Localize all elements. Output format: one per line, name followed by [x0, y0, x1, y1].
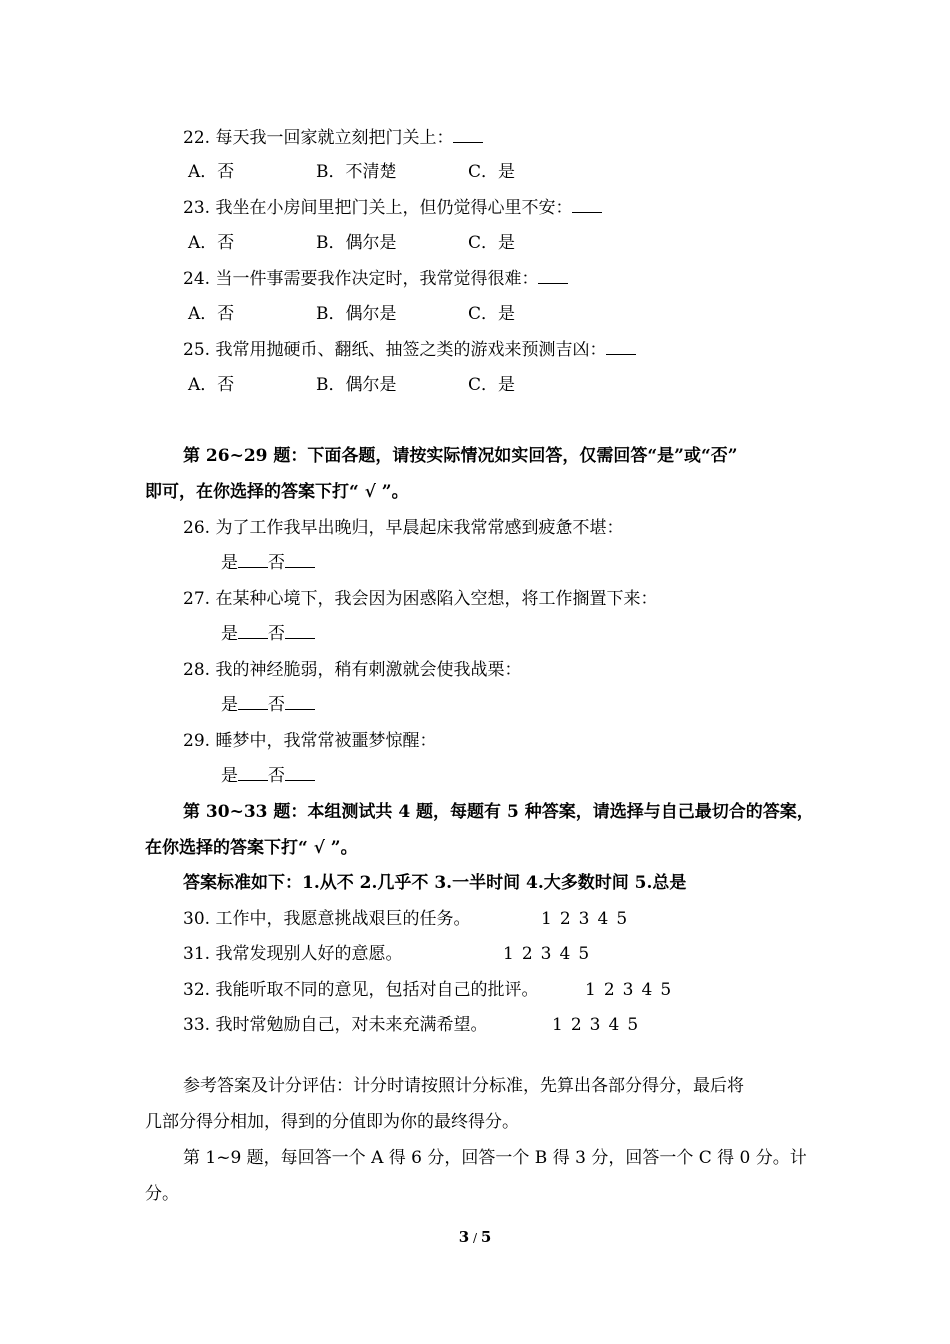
question-23 [183, 196, 602, 220]
scale-option[interactable]: 4 [608, 1015, 620, 1035]
question-number: 30. [183, 909, 211, 929]
no-blank[interactable] [285, 622, 315, 639]
scale-option[interactable]: 4 [559, 944, 571, 964]
yes-blank[interactable] [238, 764, 268, 781]
question-text: 我时常勉励自己，对未来充满希望。 [215, 1015, 488, 1035]
rating-scale [503, 942, 597, 966]
yes-label: 是 [221, 553, 238, 573]
answer-blank[interactable] [606, 338, 636, 355]
scale-option[interactable]: 2 [603, 980, 615, 1000]
scoring-paragraph-1: 参考答案及计分评估：计分时请按照计分标准，先算出各部分得分，最后将 [183, 1076, 744, 1096]
question-number: 28. [183, 660, 211, 680]
question-22 [183, 126, 483, 150]
scale-option[interactable]: 4 [641, 980, 653, 1000]
question-32 [183, 978, 538, 1002]
question-26 [183, 516, 623, 540]
question-text: 在某种心境下，我会因为困惑陷入空想，将工作搁置下来： [215, 589, 658, 609]
option-c[interactable]: C．是 [468, 162, 516, 182]
scale-option[interactable]: 3 [622, 980, 634, 1000]
scale-option[interactable]: 1 [503, 944, 514, 964]
yes-blank[interactable] [238, 693, 268, 710]
question-number: 27. [183, 589, 211, 609]
yes-label: 是 [221, 766, 238, 786]
scale-option[interactable]: 1 [552, 1015, 563, 1035]
no-blank[interactable] [285, 693, 315, 710]
section-heading-26-29-cont: 即可，在你选择的答案下打“ √ ”。 [145, 482, 409, 502]
no-label: 否 [268, 624, 285, 644]
answer-blank[interactable] [538, 267, 568, 284]
question-text: 我坐在小房间里把门关上，但仍觉得心里不安： [215, 198, 573, 218]
scale-option[interactable]: 3 [589, 1015, 601, 1035]
question-number: 29. [183, 731, 211, 751]
question-33 [183, 1013, 487, 1037]
scoring-paragraph-1-cont: 几部分得分相加，得到的分值即为你的最终得分。 [145, 1112, 519, 1132]
yes-label: 是 [221, 624, 238, 644]
question-number: 22. [183, 128, 211, 148]
question-text: 我常用抛硬币、翻纸、抽签之类的游戏来预测吉凶： [215, 340, 607, 360]
question-27 [183, 587, 657, 611]
option-b[interactable]: B．偶尔是 [316, 375, 397, 395]
question-number: 24. [183, 269, 211, 289]
option-a[interactable]: A．否 [188, 304, 235, 324]
question-text: 每天我一回家就立刻把门关上： [215, 128, 454, 148]
question-30 [183, 907, 470, 931]
yes-no-answer [221, 764, 315, 788]
answer-standard: 答案标准如下：1.从不 2.几乎不 3.一半时间 4.大多数时间 5.总是 [183, 873, 687, 893]
scale-option[interactable]: 2 [570, 1015, 582, 1035]
question-text: 当一件事需要我作决定时，我常觉得很难： [215, 269, 539, 289]
section-heading-30-33-cont: 在你选择的答案下打“ √ ”。 [145, 838, 358, 858]
question-number: 25. [183, 340, 211, 360]
question-29 [183, 729, 436, 753]
question-28 [183, 658, 521, 682]
current-page: 3 [458, 1228, 470, 1246]
no-label: 否 [268, 553, 285, 573]
scale-option[interactable]: 3 [540, 944, 552, 964]
option-b[interactable]: B．偶尔是 [316, 233, 397, 253]
rating-scale [585, 978, 679, 1002]
option-a[interactable]: A．否 [188, 162, 235, 182]
option-a[interactable]: A．否 [188, 375, 235, 395]
total-pages: 5 [480, 1228, 492, 1246]
question-text: 我常发现别人好的意愿。 [215, 944, 403, 964]
no-blank[interactable] [285, 764, 315, 781]
question-text: 工作中，我愿意挑战艰巨的任务。 [215, 909, 471, 929]
question-number: 33. [183, 1015, 211, 1035]
scale-option[interactable]: 5 [627, 1015, 639, 1035]
section-heading-30-33: 第 30~33 题：本组测试共 4 题，每题有 5 种答案，请选择与自己最切合的答案， [183, 802, 814, 822]
scale-option[interactable]: 5 [616, 909, 628, 929]
question-number: 32. [183, 980, 211, 1000]
scale-option[interactable]: 2 [521, 944, 533, 964]
scale-option[interactable]: 3 [578, 909, 590, 929]
scale-option[interactable]: 5 [578, 944, 590, 964]
option-b[interactable]: B．偶尔是 [316, 304, 397, 324]
question-text: 我的神经脆弱，稍有刺激就会使我战栗： [215, 660, 522, 680]
option-a[interactable]: A．否 [188, 233, 235, 253]
question-number: 31. [183, 944, 211, 964]
yes-no-answer [221, 622, 315, 646]
no-label: 否 [268, 695, 285, 715]
option-b[interactable]: B．不清楚 [316, 162, 397, 182]
rating-scale [552, 1013, 646, 1037]
yes-no-answer [221, 551, 315, 575]
question-24 [183, 267, 568, 291]
question-text: 为了工作我早出晚归，早晨起床我常常感到疲惫不堪： [215, 518, 624, 538]
scale-option[interactable]: 5 [660, 980, 672, 1000]
question-text: 我能听取不同的意见，包括对自己的批评。 [215, 980, 539, 1000]
scale-option[interactable]: 1 [541, 909, 552, 929]
scoring-paragraph-2-cont: 分。 [145, 1184, 179, 1204]
yes-label: 是 [221, 695, 238, 715]
section-heading-26-29: 第 26~29 题：下面各题，请按实际情况如实回答，仅需回答“是”或“否” [183, 446, 738, 466]
yes-blank[interactable] [238, 551, 268, 568]
no-blank[interactable] [285, 551, 315, 568]
scoring-paragraph-2: 第 1~9 题，每回答一个 A 得 6 分，回答一个 B 得 3 分，回答一个 C 得 0 分。计 [183, 1148, 807, 1168]
question-25 [183, 338, 636, 362]
option-c[interactable]: C．是 [468, 233, 516, 253]
no-label: 否 [268, 766, 285, 786]
scale-option[interactable]: 1 [585, 980, 596, 1000]
answer-blank[interactable] [453, 126, 483, 143]
yes-no-answer [221, 693, 315, 717]
question-number: 23. [183, 198, 211, 218]
page-number [0, 1228, 950, 1246]
option-c[interactable]: C．是 [468, 304, 516, 324]
scale-option[interactable]: 2 [559, 909, 571, 929]
question-31 [183, 942, 402, 966]
question-number: 26. [183, 518, 211, 538]
answer-blank[interactable] [572, 196, 602, 213]
question-text: 睡梦中，我常常被噩梦惊醒： [215, 731, 437, 751]
rating-scale [541, 907, 635, 931]
scale-option[interactable]: 4 [597, 909, 609, 929]
yes-blank[interactable] [238, 622, 268, 639]
option-c[interactable]: C．是 [468, 375, 516, 395]
page-separator: / [469, 1231, 481, 1245]
